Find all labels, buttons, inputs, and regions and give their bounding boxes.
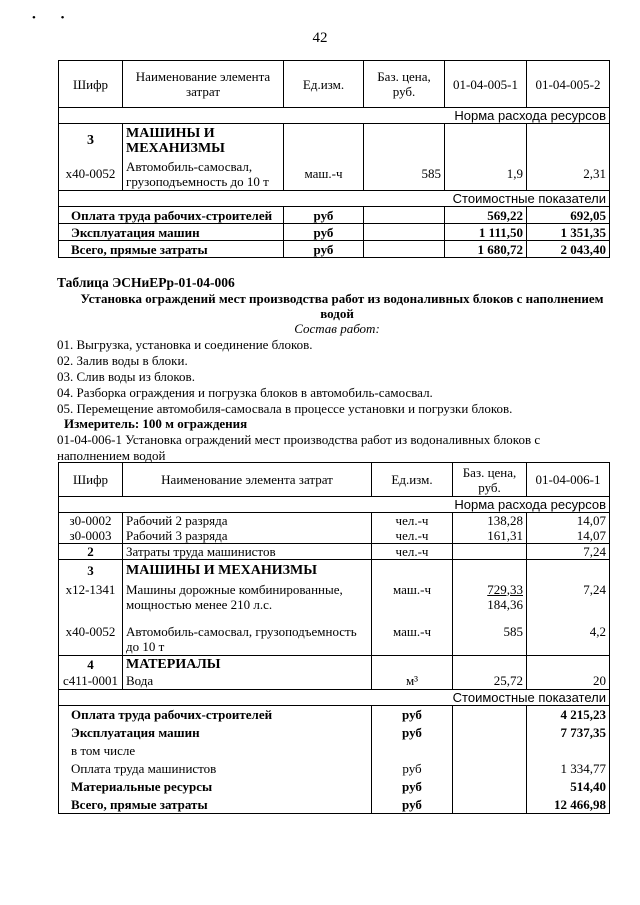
row-price: 729,33 xyxy=(487,581,523,597)
row-unit: маш.-ч xyxy=(372,620,453,656)
row-code: х40-0052 xyxy=(59,158,123,191)
work-step: 01. Выгрузка, установка и соединение блоков. xyxy=(57,337,313,352)
work-step: 02. Залив воды в блоки. xyxy=(57,353,188,368)
header-unit: Ед.изм. xyxy=(284,61,364,108)
table-row xyxy=(59,528,610,544)
total-label: Всего, прямые затраты xyxy=(59,796,372,814)
section-number: 3 xyxy=(59,124,123,158)
cost-caption-row xyxy=(59,690,610,706)
norm-caption-row xyxy=(59,497,610,513)
section-row xyxy=(59,560,610,582)
row-price: 161,31 xyxy=(453,528,527,544)
section-number: 3 xyxy=(59,560,123,582)
total-label: в том числе xyxy=(59,742,372,759)
total-value-1: 569,22 xyxy=(445,207,527,224)
total-value: 7 737,35 xyxy=(527,724,610,742)
row-value: 14,07 xyxy=(527,513,610,529)
total-value-2: 2 043,40 xyxy=(527,241,610,258)
row-value: 14,07 xyxy=(527,528,610,544)
row-code: с411-0001 xyxy=(59,673,123,690)
total-row xyxy=(59,207,610,224)
row-price: 25,72 xyxy=(453,673,527,690)
total-row xyxy=(59,778,610,796)
header-price: Баз. цена, руб. xyxy=(364,61,445,108)
total-row xyxy=(59,759,610,778)
cost-caption: Стоимостные показатели xyxy=(59,690,610,706)
total-row xyxy=(59,224,610,241)
header-name: Наименование элемента затрат xyxy=(123,463,372,497)
row-value: 7,24 xyxy=(527,544,610,560)
section-heading-line-1: Установка ограждений мест производства работ из водоналивных блоков с наполнением xyxy=(80,291,604,306)
row-unit: чел.-ч xyxy=(372,528,453,544)
cost-caption-row xyxy=(59,191,610,207)
norm-caption: Норма расхода ресурсов xyxy=(59,108,610,124)
header-name: Наименование элемента затрат xyxy=(123,61,284,108)
row-unit: маш.-ч xyxy=(284,158,364,191)
table-header-row xyxy=(59,61,610,108)
total-unit: руб xyxy=(284,224,364,241)
table-title: Таблица ЭСНиЕРр-01-04-006 xyxy=(57,275,235,290)
total-value: 4 215,23 xyxy=(527,706,610,724)
total-label: Оплата труда рабочих-строителей xyxy=(59,706,372,724)
total-unit: руб xyxy=(372,724,453,742)
row-value-2: 2,31 xyxy=(527,158,610,191)
total-value-2: 692,05 xyxy=(527,207,610,224)
total-row xyxy=(59,241,610,258)
row-name: Рабочий 2 разряда xyxy=(123,513,372,529)
row-name: Затраты труда машинистов xyxy=(123,544,372,560)
header-price: Баз. цена, руб. xyxy=(453,463,527,497)
total-value-1: 1 680,72 xyxy=(445,241,527,258)
total-label: Эксплуатация машин xyxy=(59,224,284,241)
header-col2: 01-04-005-2 xyxy=(527,61,610,108)
total-row xyxy=(59,724,610,742)
total-unit: руб xyxy=(372,706,453,724)
total-value: 12 466,98 xyxy=(527,796,610,814)
total-label: Эксплуатация машин xyxy=(59,724,372,742)
work-step: 04. Разборка ограждения и погрузка блоков в автомобиль-самосвал. xyxy=(57,385,433,400)
scan-marks xyxy=(32,12,86,24)
section-title: МАШИНЫ И МЕХАНИЗМЫ xyxy=(123,560,372,582)
table-row xyxy=(59,544,610,560)
table-row xyxy=(59,673,610,690)
total-unit: руб xyxy=(284,207,364,224)
section-row xyxy=(59,124,610,158)
row-name: Рабочий 3 разряда xyxy=(123,528,372,544)
section-heading-line-2: водой xyxy=(320,306,354,321)
row-unit: м³ xyxy=(372,673,453,690)
total-unit xyxy=(372,742,453,759)
table-header-row xyxy=(59,463,610,497)
total-label: Оплата труда машинистов xyxy=(59,759,372,778)
total-value-1: 1 111,50 xyxy=(445,224,527,241)
total-row xyxy=(59,796,610,814)
table-row xyxy=(59,513,610,529)
total-unit: руб xyxy=(372,778,453,796)
section-title: МАШИНЫ И МЕХАНИЗМЫ xyxy=(123,124,284,158)
scan-mark: • xyxy=(32,12,36,24)
row-code: з0-0002 xyxy=(59,513,123,529)
header-col1: 01-04-005-1 xyxy=(445,61,527,108)
total-label: Материальные ресурсы xyxy=(59,778,372,796)
table-row xyxy=(59,620,610,656)
total-unit: руб xyxy=(372,759,453,778)
header-code: Шифр xyxy=(59,61,123,108)
page-number: 42 xyxy=(312,30,328,46)
section-number: 4 xyxy=(59,656,123,673)
work-step: 03. Слив воды из блоков. xyxy=(57,369,195,384)
table-row xyxy=(59,158,610,191)
work-step: 05. Перемещение автомобиля-самосвала в процессе установки и погрузки блоков. xyxy=(57,401,513,416)
total-label: Оплата труда рабочих-строителей xyxy=(59,207,284,224)
row-name: Автомобиль-самосвал, грузоподъемность до 10 т xyxy=(123,158,284,191)
norm-caption-row xyxy=(59,108,610,124)
total-row xyxy=(59,742,610,759)
header-col1: 01-04-006-1 xyxy=(527,463,610,497)
total-value: 514,40 xyxy=(527,778,610,796)
row-code: х12-1341 xyxy=(59,582,123,620)
cost-caption: Стоимостные показатели xyxy=(59,191,610,207)
item-line-1: 01-04-006-1 Установка ограждений мест производства работ из водоналивных блоков с xyxy=(57,432,541,447)
section-row xyxy=(59,656,610,673)
row-price: 585 xyxy=(364,158,445,191)
resource-table-2 xyxy=(58,462,610,814)
row-value-1: 1,9 xyxy=(445,158,527,191)
row-value: 7,24 xyxy=(527,582,610,620)
row-price: 138,28 xyxy=(453,513,527,529)
scan-mark: • xyxy=(60,12,65,24)
row-code: з0-0003 xyxy=(59,528,123,544)
row-value: 20 xyxy=(527,673,610,690)
meter-line: Измеритель: 100 м ограждения xyxy=(64,416,248,431)
row-name: Машины дорожные комбинированные, мощностью менее 210 л.с. xyxy=(123,582,372,620)
total-value: 1 334,77 xyxy=(527,759,610,778)
total-unit: руб xyxy=(372,796,453,814)
header-code: Шифр xyxy=(59,463,123,497)
total-label: Всего, прямые затраты xyxy=(59,241,284,258)
row-name: Автомобиль-самосвал, грузоподъемность до 10 т xyxy=(123,620,372,656)
total-value xyxy=(527,742,610,759)
row-code: х40-0052 xyxy=(59,620,123,656)
total-unit: руб xyxy=(284,241,364,258)
row-code: 2 xyxy=(59,544,123,560)
total-value-2: 1 351,35 xyxy=(527,224,610,241)
row-value: 4,2 xyxy=(527,620,610,656)
row-price-secondary: 184,36 xyxy=(487,596,523,612)
row-unit: чел.-ч xyxy=(372,513,453,529)
norm-caption: Норма расхода ресурсов xyxy=(59,497,610,513)
total-row xyxy=(59,706,610,724)
row-name: Вода xyxy=(123,673,372,690)
header-unit: Ед.изм. xyxy=(372,463,453,497)
row-unit: чел.-ч xyxy=(372,544,453,560)
resource-table-1 xyxy=(58,60,610,258)
table-row xyxy=(59,582,610,620)
row-unit: маш.-ч xyxy=(372,582,453,620)
row-price: 585 xyxy=(453,620,527,656)
item-line-2: наполнением водой xyxy=(57,448,166,463)
work-caption: Состав работ: xyxy=(294,321,380,336)
section-title: МАТЕРИАЛЫ xyxy=(123,656,372,673)
